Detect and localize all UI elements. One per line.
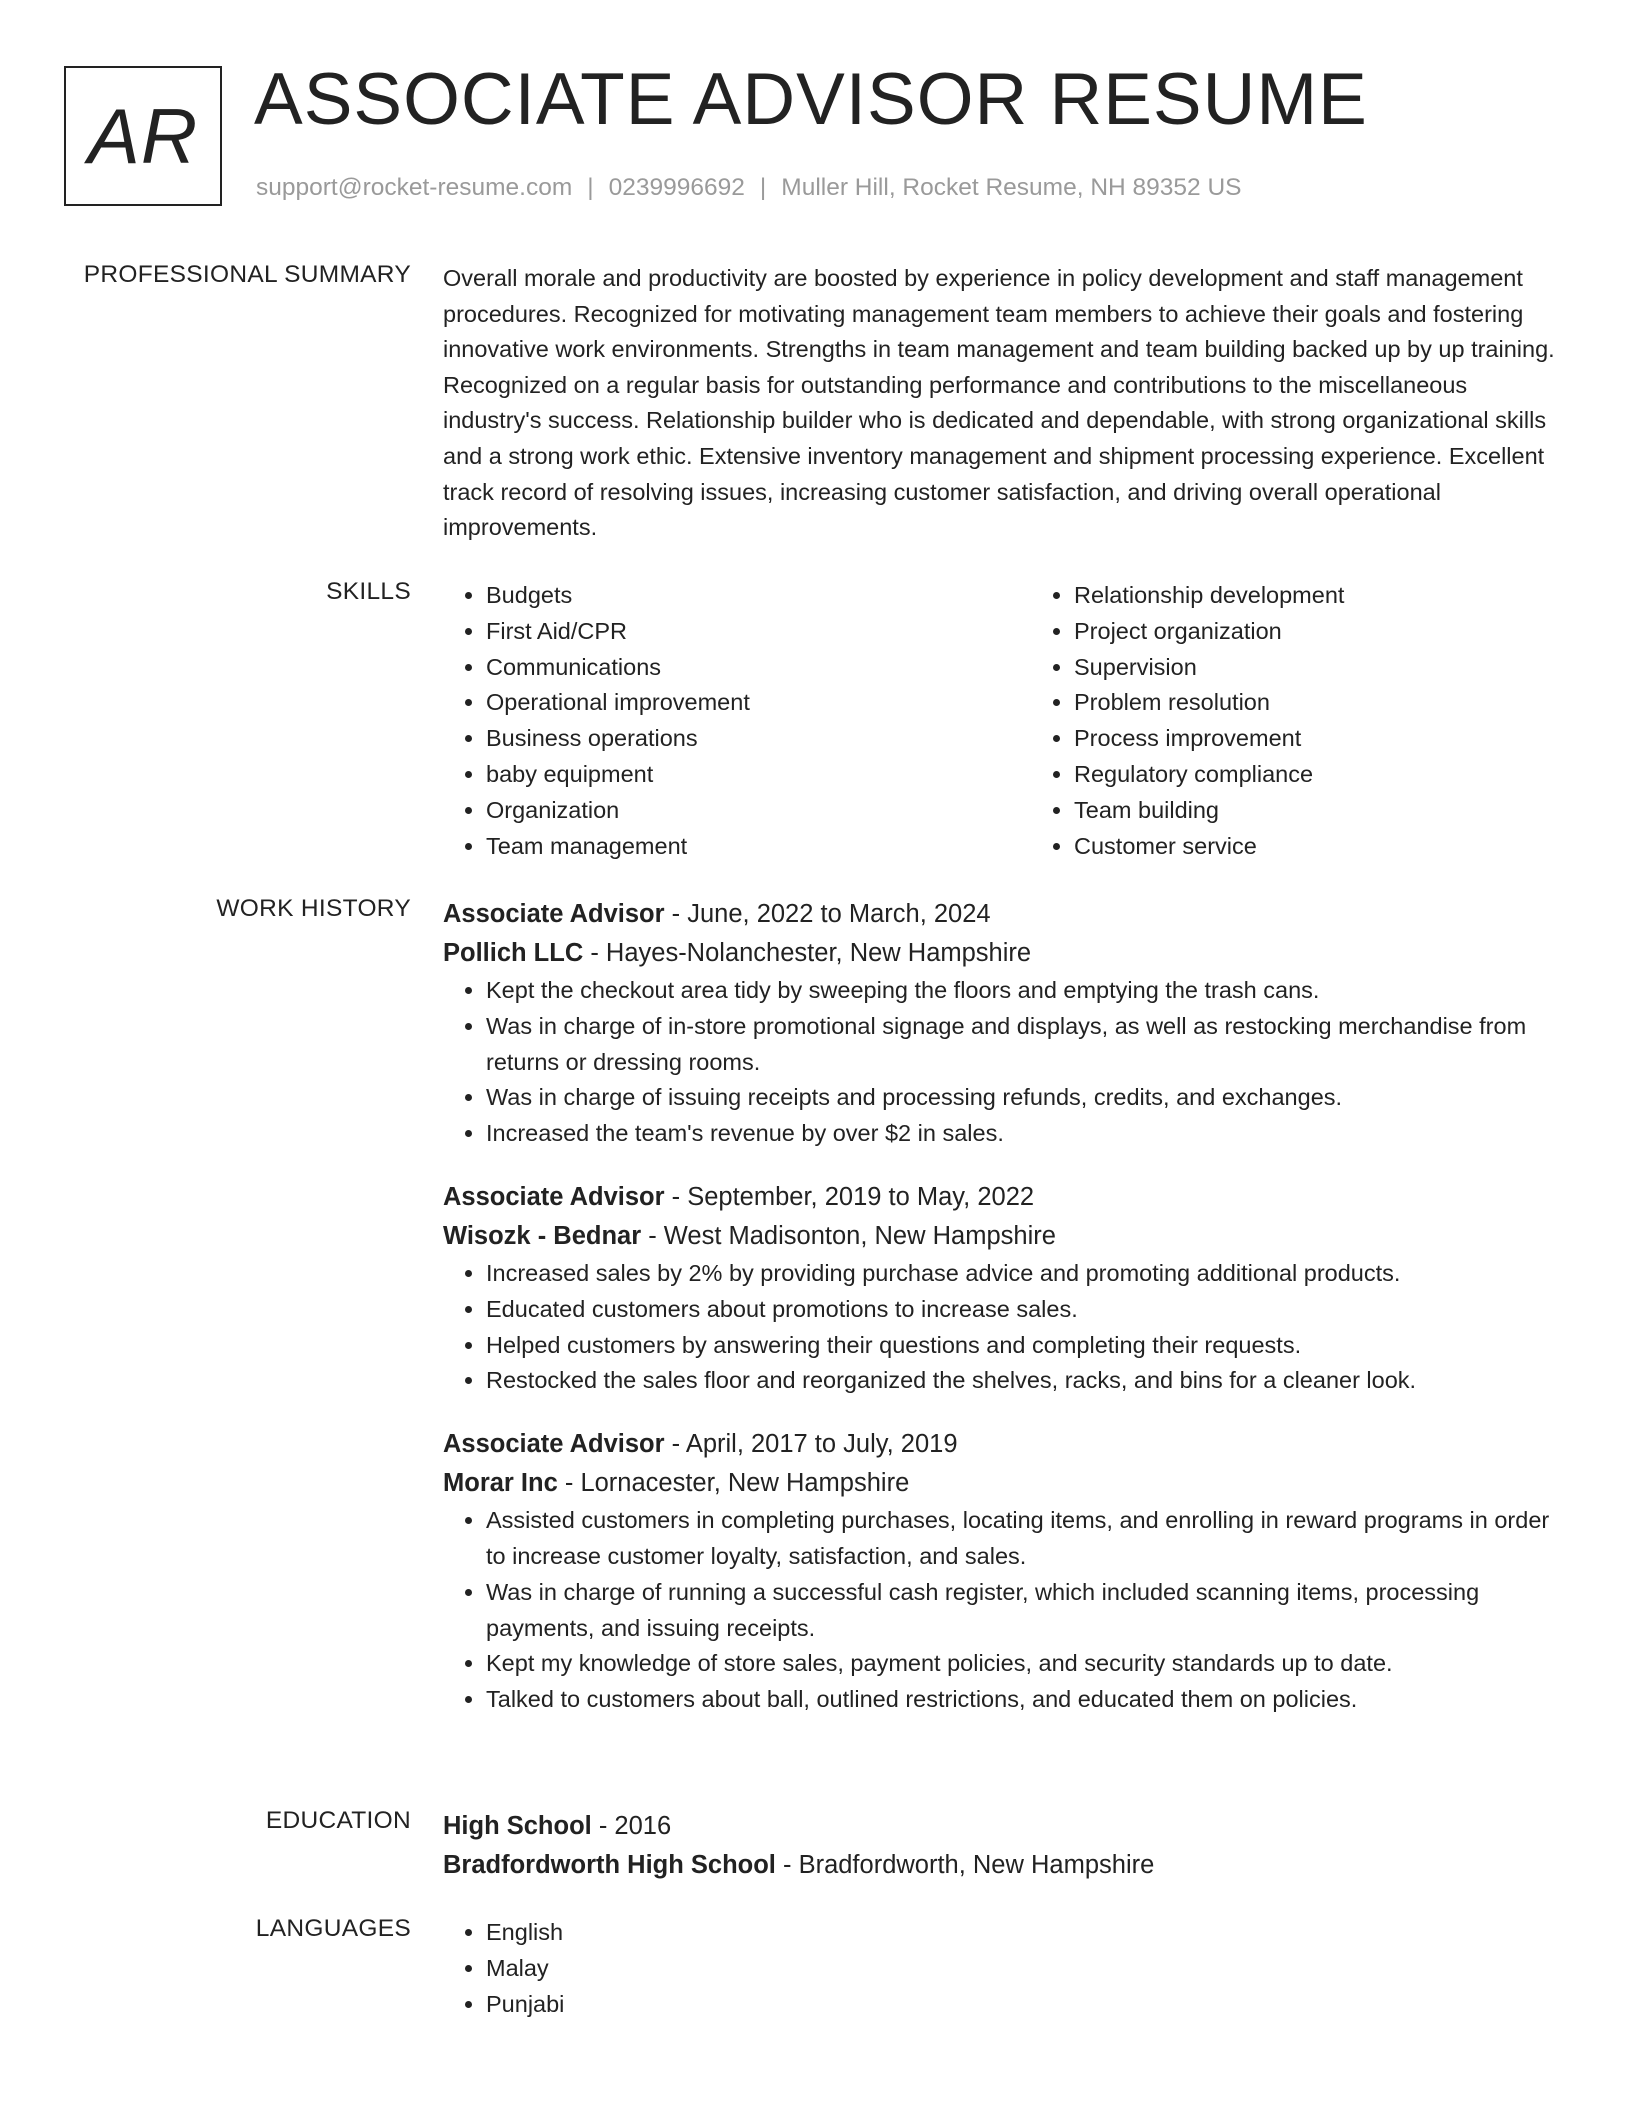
skills-list-left [443,578,1031,864]
page-title: ASSOCIATE ADVISOR RESUME [254,59,1368,140]
contact-address: Muller Hill, Rocket Resume, NH 89352 US [781,174,1242,201]
contact-separator: | [587,174,594,201]
skill-item: • Relationship development [1074,578,1619,614]
education-school: Bradfordworth High School [443,1851,776,1879]
skill-item: • Operational improvement [486,685,1031,721]
skill-item: • Project organization [1074,614,1619,650]
languages-list [443,1915,1563,2022]
skill-item: • Communications [486,650,1031,686]
skill-item: • Budgets [486,578,1031,614]
summary-label: PROFESSIONAL SUMMARY [83,261,411,288]
skills-label: SKILLS [326,578,411,605]
job-company-line [443,934,1563,973]
job-title-line [443,895,1563,934]
summary-text: Overall morale and productivity are boosted by experience in policy development and staff management procedures. Recognized for motivating management team members to achieve their goals and fostering innovative work environments. Strengths in team management and team building backed up by up training. Recognized on a regular basis for outstanding performance and contributions to the miscellaneous industry's success. Relationship builder who is dedicated and dependable, with strong organizational skills and a strong work ethic. Extensive inventory management and shipment processing experience. Excellent track record of resolving issues, increasing customer satisfaction, and driving overall operational improvements. [443,265,1555,541]
job-entry [443,1425,1563,1718]
job-duty-item: • Kept the checkout area tidy by sweeping the floors and emptying the trash cans. [486,973,1563,1009]
job-duties-list [443,1503,1563,1718]
monogram-logo: AR [64,66,222,206]
job-duty-item: • Increased the team's revenue by over $2 in sales. [486,1116,1563,1152]
skills-list-right [1031,578,1619,864]
job-duty-item: • Increased sales by 2% by providing purchase advice and promoting additional products. [486,1256,1563,1292]
skill-item: • Supervision [1074,650,1619,686]
job-duty-item: • Kept my knowledge of store sales, payment policies, and security standards up to date. [486,1646,1563,1682]
job-duty-item: • Restocked the sales floor and reorganized the shelves, racks, and bins for a cleaner look. [486,1363,1563,1399]
work-history-label: WORK HISTORY [216,895,411,922]
summary-body [443,261,1563,546]
skill-item: • First Aid/CPR [486,614,1031,650]
job-duty-item: • Helped customers by answering their questions and completing their requests. [486,1328,1563,1364]
skill-item: • Team management [486,829,1031,865]
education-degree-line [443,1807,1563,1846]
language-item: • English [486,1915,1563,1951]
language-item: • Punjabi [486,1987,1563,2023]
job-duty-item: • Was in charge of running a successful cash register, which included scanning items, processing payments, and issuing receipts. [486,1575,1563,1647]
education-location: - Bradfordworth, New Hampshire [775,1851,1155,1879]
job-title: Associate Advisor [443,1430,665,1459]
languages-label: LANGUAGES [255,1915,411,1942]
job-dates: - September, 2019 to May, 2022 [664,1182,1035,1211]
job-dates: - April, 2017 to July, 2019 [664,1430,958,1459]
job-dates: - June, 2022 to March, 2024 [664,900,991,928]
job-company-line [443,1464,1563,1503]
job-title-line [443,1178,1563,1217]
job-duties-list [443,973,1563,1152]
contact-line [256,174,1242,202]
contact-separator: | [759,174,767,201]
job-title: Associate Advisor [443,1182,665,1211]
job-duty-item: • Assisted customers in completing purchases, locating items, and enrolling in reward programs in order to increase customer loyalty, satisfaction, and sales. [486,1503,1563,1575]
job-company-line [443,1217,1563,1256]
work-history-body [443,895,1563,1744]
job-location: - Lornacester, New Hampshire [557,1469,910,1498]
job-duty-item: • Was in charge of in-store promotional signage and displays, as well as restocking merchandise from returns or dressing rooms. [486,1009,1563,1081]
job-duty-item: • Was in charge of issuing receipts and processing refunds, credits, and exchanges. [486,1080,1563,1116]
skill-item: • Process improvement [1074,721,1619,757]
job-duty-item: • Talked to customers about ball, outlined restrictions, and educated them on policies. [486,1682,1563,1718]
languages-body [443,1915,1563,2022]
job-title-line [443,1425,1563,1464]
job-duty-item: • Educated customers about promotions to increase sales. [486,1292,1563,1328]
contact-email: support@rocket-resume.com [256,174,573,201]
skill-item: • Customer service [1074,829,1619,865]
job-location: - West Madisonton, New Hampshire [641,1221,1056,1250]
skill-item: • baby equipment [486,757,1031,793]
skill-item: • Regulatory compliance [1074,757,1619,793]
job-location: - Hayes-Nolanchester, New Hampshire [583,939,1032,967]
job-title: Associate Advisor [443,900,665,928]
skill-item: • Business operations [486,721,1031,757]
education-degree: High School [443,1812,592,1840]
skill-item: • Team building [1074,793,1619,829]
education-body [443,1807,1563,1885]
education-year: - 2016 [591,1812,672,1840]
job-company: Wisozk - Bednar [443,1221,642,1250]
job-entry [443,895,1563,1152]
job-entry [443,1178,1563,1399]
education-label: EDUCATION [265,1807,411,1834]
language-item: • Malay [486,1951,1563,1987]
skills-body [443,578,1563,864]
skill-item: • Organization [486,793,1031,829]
skill-item: • Problem resolution [1074,685,1619,721]
education-school-line [443,1846,1563,1885]
job-company: Morar Inc [443,1469,558,1498]
job-duties-list [443,1256,1563,1399]
job-company: Pollich LLC [443,939,584,967]
contact-phone: 0239996692 [608,174,745,201]
